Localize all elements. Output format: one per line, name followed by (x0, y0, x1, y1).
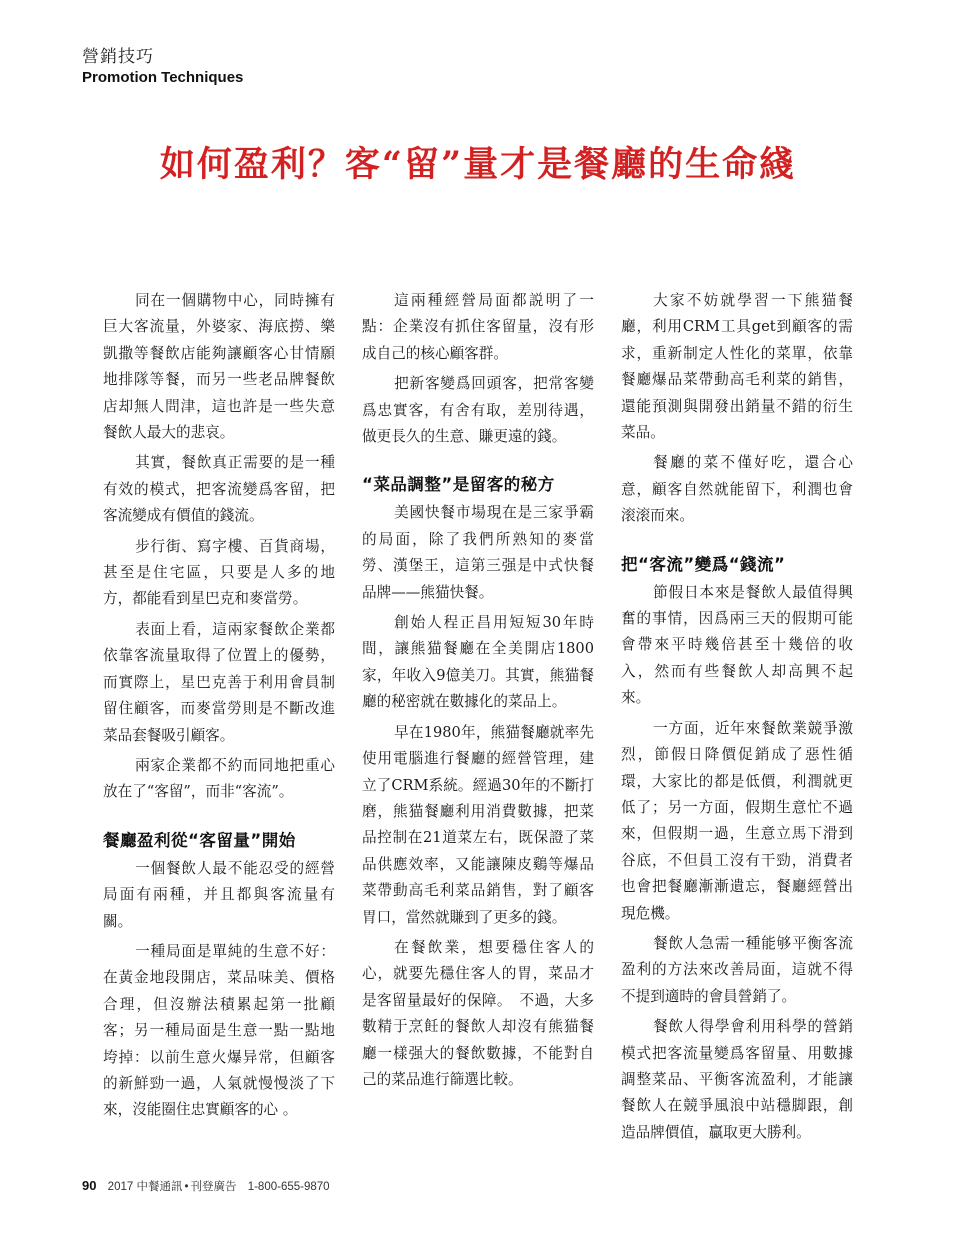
article-column-2 (362, 288, 594, 1097)
section-heading: “菜品調整”是留客的秘方 (362, 475, 555, 495)
paragraph: 步行街、寫字樓、百貨商場，甚至是住宅區，只要是人多的地方，都能看到星巴克和麥當勞。 (103, 537, 335, 608)
article-headline: 如何盈利？客“留”量才是餐廳的生命綫 (159, 144, 797, 185)
paragraph: 大家不妨就學習一下熊猫餐廳，利用CRM工具get到顧客的需求，重新制定人性化的菜單，依靠餐廳爆品菜帶動高毛利菜的銷售，還能預測與開發出銷量不錯的衍生菜品。 (621, 292, 853, 442)
paragraph: 一個餐飲人最不能忍受的經營局面有兩種，并且都與客流量有關。 (103, 859, 335, 930)
paragraph: 兩家企業都不約而同地把重心放在了“客留”，而非“客流”。 (103, 756, 335, 801)
section-title-cn: 營銷技巧 (82, 47, 154, 67)
footer-phone: 1-800-655-9870 (247, 1181, 330, 1193)
section-label (82, 46, 243, 88)
paragraph: 這兩種經營局面都説明了一點：企業沒有抓住客留量，沒有形成自己的核心顧客群。 (362, 292, 594, 362)
footer-year: 2017 (107, 1181, 134, 1193)
article-column-3 (621, 288, 853, 1150)
paragraph: 美國快餐市場現在是三家爭霸的局面，除了我們所熟知的麥當勞、漢堡王，這第三强是中式快餐品牌——熊猫快餐。 (362, 504, 594, 601)
paragraph: 同在一個購物中心，同時擁有巨大客流量，外婆家、海底撈、樂凱撒等餐飲店能夠讓顧客心甘情願地排隊等餐，而另一些老品牌餐飲店却無人問津，這也許是一些失意餐飲人最大的悲哀。 (103, 292, 335, 442)
footer-publication: 中餐通訊 (136, 1181, 183, 1193)
paragraph: 節假日本來是餐飲人最值得興奮的事情，因爲兩三天的假期可能會帶來平時幾倍甚至十幾倍的收入，然而有些餐飲人却高興不起來。 (621, 583, 853, 707)
paragraph: 在餐飲業，想要穩住客人的心，就要先穩住客人的胃，菜品才是客留量最好的保障。 不過，大多數精于烹飪的餐飲人却沒有熊猫餐廳一樣强大的餐飲數據，不能對自己的菜品進行篩選比較。 (362, 938, 594, 1088)
section-heading: 餐廳盈利從“客留量”開始 (103, 830, 296, 850)
paragraph: 早在1980年，熊猫餐廳就率先使用電腦進行餐廳的經營管理，建立了CRM系統。經過30年的不斷打磨，熊猫餐廳利用消費數據，把菜品控制在21道菜左右，既保證了菜品供應效率，又能讓陳皮鷄等爆品菜帶動高毛利菜品銷售，對了顧客胃口，當然就賺到了更多的錢。 (362, 723, 594, 926)
page-footer (82, 1178, 330, 1194)
paragraph: 餐飲人得學會利用科學的營銷模式把客流量變爲客留量、用數據調整菜品、平衡客流盈利，才能讓餐飲人在競爭風浪中站穩脚跟，創造品牌價值，贏取更大勝利。 (621, 1018, 853, 1141)
paragraph: 創始人程正昌用短短30年時間，讓熊猫餐廳在全美開店1800家，年收入9億美刀。其實，熊猫餐廳的秘密就在數據化的菜品上。 (362, 614, 594, 711)
paragraph: 一方面，近年來餐飲業競爭激烈，節假日降價促銷成了惡性循環，大家比的都是低價，利潤就更低了；另一方面，假期生意忙不過來，但假期一過，生意立馬下滑到谷底，不但員工沒有干勁，消費者也會把餐廳漸漸遺忘，餐廳經營出現危機。 (621, 719, 853, 922)
paragraph: 餐廳的菜不僅好吃，還合心意，顧客自然就能留下，利潤也會滚滚而來。 (621, 454, 853, 525)
section-title-en: Promotion Techniques (82, 69, 244, 86)
footer-ad-label: 刊登廣告 (190, 1181, 237, 1193)
footer-separator: • (184, 1181, 189, 1193)
paragraph: 把新客變爲回頭客，把常客變爲忠實客，有舍有取，差別待遇，做更長久的生意、賺更遠的錢。 (362, 375, 594, 446)
page-number: 90 (82, 1178, 97, 1193)
section-heading: 把“客流”變爲“錢流” (621, 554, 786, 574)
paragraph: 表面上看，這兩家餐飲企業都依靠客流量取得了位置上的優勢，而實際上，星巴克善于利用會員制留住顧客，而麥當勞則是不斷改進菜品套餐吸引顧客。 (103, 620, 335, 744)
article-column-1 (103, 288, 335, 1128)
paragraph: 一種局面是單純的生意不好：在黃金地段開店，菜品味美、價格合理，但沒辦法積累起第一批顧客；另一種局面是生意一點一點地垮掉：以前生意火爆异常，但顧客的新鮮勁一過，人氣就慢慢淡了下來，沒能圈住忠實顧客的心 。 (103, 942, 335, 1119)
paragraph: 餐飲人急需一種能够平衡客流盈利的方法來改善局面，這就不得不提到適時的會員營銷了。 (621, 934, 853, 1005)
paragraph: 其實，餐飲真正需要的是一種有效的模式，把客流變爲客留，把客流變成有價值的錢流。 (103, 454, 335, 525)
